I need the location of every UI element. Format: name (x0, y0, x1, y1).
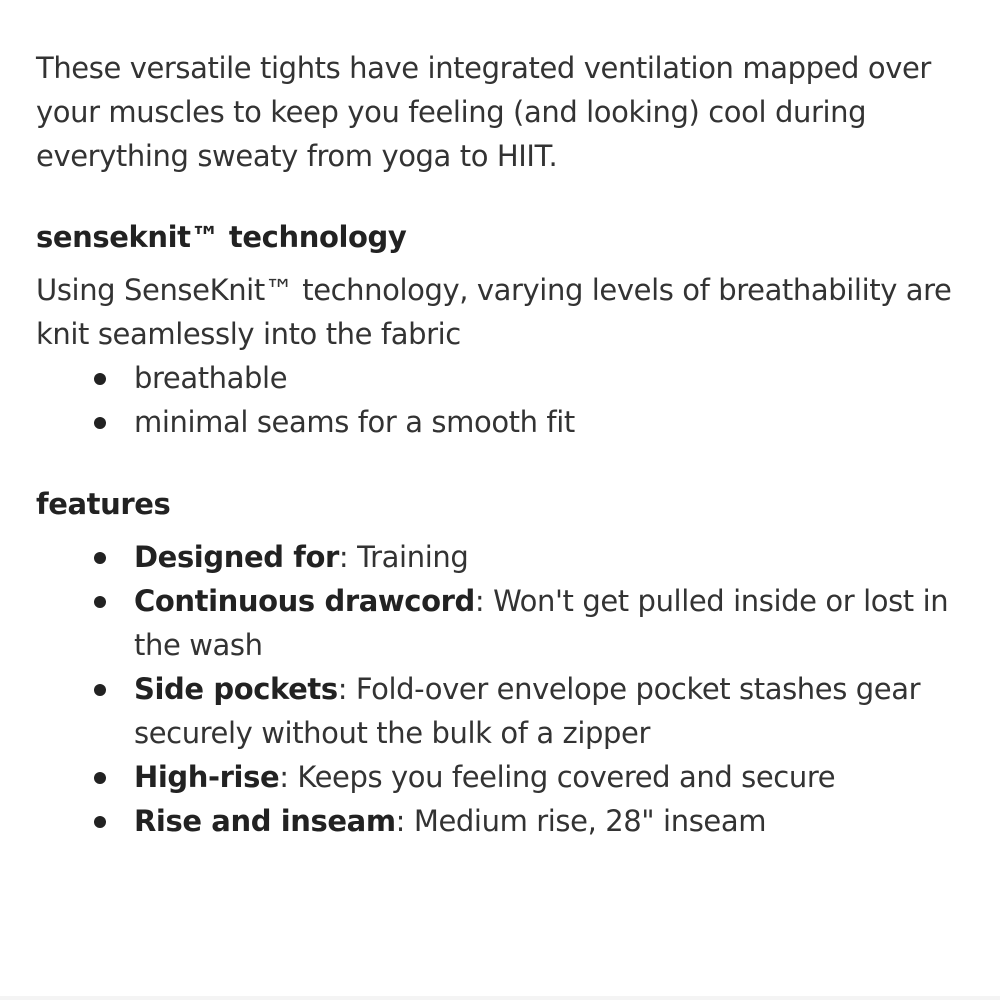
list-item (134, 400, 960, 444)
feature-item-side-pockets (134, 667, 960, 755)
bullet-icon (94, 552, 106, 564)
bottom-divider (0, 996, 1000, 1000)
list-item-text: breathable (134, 361, 288, 395)
bullet-icon (94, 417, 106, 429)
technology-paragraph: Using SenseKnit™ technology, varying levels of breathability are knit seamlessly into the fabric (36, 273, 952, 351)
bullet-icon (94, 684, 106, 696)
bullet-icon (94, 596, 106, 608)
bullet-icon (94, 772, 106, 784)
feature-text: : Keeps you feeling covered and secure (279, 760, 836, 794)
feature-text: : Won't get pulled inside or lost in the wash (134, 584, 949, 662)
feature-item-rise-inseam (134, 799, 960, 843)
technology-list (36, 356, 960, 444)
feature-label: Rise and inseam (134, 804, 396, 838)
list-item-text: minimal seams for a smooth fit (134, 405, 575, 439)
feature-item-high-rise (134, 755, 960, 799)
feature-item-drawcord (134, 579, 960, 667)
feature-item-designed-for (134, 535, 960, 579)
bullet-icon (94, 816, 106, 828)
feature-label: Continuous drawcord (134, 584, 475, 618)
features-list (36, 535, 960, 843)
bullet-icon (94, 373, 106, 385)
feature-text: : Training (338, 540, 469, 574)
feature-text: : Medium rise, 28" inseam (395, 804, 767, 838)
features-heading: features (36, 487, 171, 521)
feature-label: Designed for (134, 540, 339, 574)
intro-paragraph: These versatile tights have integrated ventilation mapped over your muscles to keep you feeling (and looking) cool during everything sweaty from yoga to HIIT. (36, 51, 931, 173)
feature-text: : Fold-over envelope pocket stashes gear securely without the bulk of a zipper (134, 672, 921, 750)
list-item (134, 356, 960, 400)
technology-heading: senseknit™ technology (36, 220, 407, 254)
feature-label: High-rise (134, 760, 280, 794)
feature-label: Side pockets (134, 672, 338, 706)
